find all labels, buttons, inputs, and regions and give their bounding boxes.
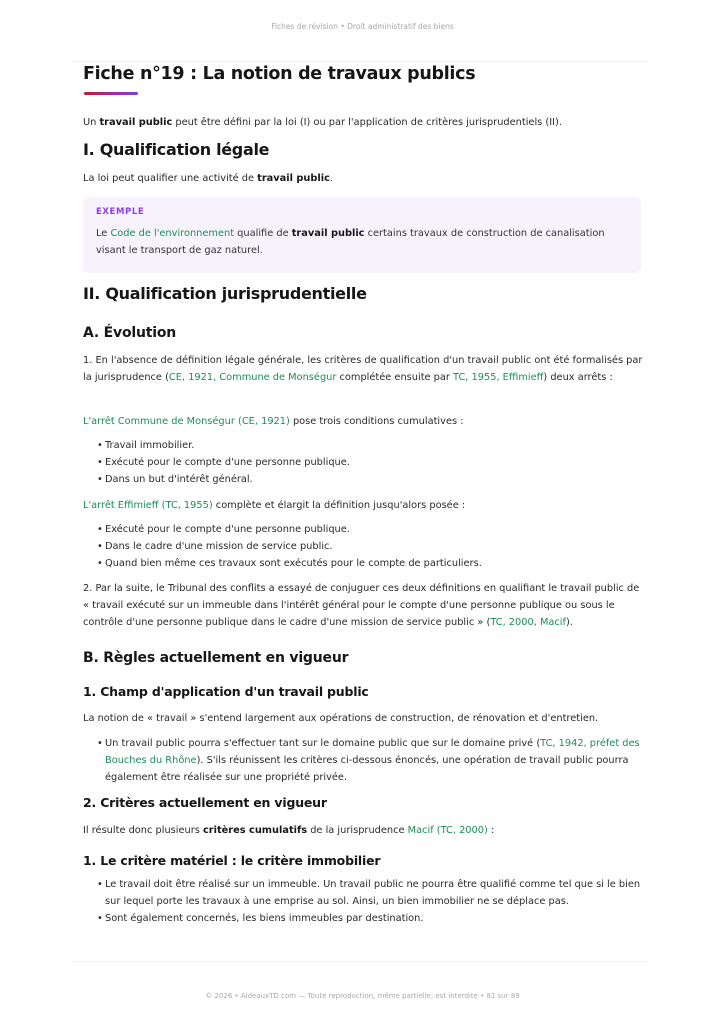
evolution-paragraph-2 <box>83 580 643 631</box>
champ-application-paragraph: La notion de « travail » s'entend largement aux opérations de construction, de rénovation et d'entretien. <box>83 713 599 724</box>
section1-text: La loi peut qualifier une activité de <box>83 173 258 184</box>
footer-divider <box>73 961 647 962</box>
tc-1942-link[interactable]: TC, 1942, préfet des Bouches du Rhône <box>105 738 640 766</box>
paragraph-fragment: 1. En l'absence de définition légale générale, les critères de qualification d'un travail public ont été formalisés par la jurisprudence ( <box>83 355 643 383</box>
tc-2000-link[interactable]: TC, 2000, Macif <box>490 617 566 628</box>
monsegur-link[interactable]: L'arrêt Commune de Monségur (CE, 1921) <box>83 416 290 427</box>
effimieff-link[interactable]: L'arrêt Effimieff (TC, 1955) <box>83 500 213 511</box>
example-fragment: qualifie de <box>234 228 292 239</box>
criteres-bold: critères cumulatifs <box>202 825 308 836</box>
list-item: • Quand bien même ces travaux sont exécutés pour le compte de particuliers. <box>97 558 482 569</box>
macif-link[interactable]: Macif (TC, 2000) <box>407 825 488 836</box>
tc-1955-link[interactable]: TC, 1955, Effimieff <box>453 372 544 383</box>
list-item: • Sont également concernés, les biens immeubles par destination. <box>97 913 424 924</box>
paragraph-fragment: ). <box>565 617 573 628</box>
example-fragment: certains travaux de construction de canalisation visant le transport de gaz naturel. <box>96 228 605 256</box>
intro-paragraph <box>83 114 643 131</box>
list-item: • Un travail public pourra s'effectuer tant sur le domaine public que sur le domaine privé (TC, 1942, préfet des Bouches du Rhône). S'ils réunissent les critères ci-dessous énoncés, une opération de travail public pourra également être réalisée sur une propriété privée. <box>97 738 640 783</box>
section1-bold: travail public <box>257 173 330 184</box>
example-label: EXEMPLE <box>96 207 145 217</box>
effimieff-conditions-list <box>83 521 643 572</box>
list-item: • Dans un but d'intérêt général. <box>97 474 253 485</box>
section-heading-2: II. Qualification jurisprudentielle <box>83 284 367 303</box>
paragraph-fragment: complétée ensuite par <box>336 372 454 383</box>
section-heading-1: I. Qualification légale <box>83 140 270 159</box>
paragraph-fragment: 2. Par la suite, le Tribunal des conflits a essayé de conjuguer ces deux définitions en qualifiant le travail public de « travail exécuté sur un immeuble dans l'intérêt général pour le compte d'une personne publique ou sous le contrôle d'une personne publique dans le cadre d'une mission de service public » ( <box>83 583 640 628</box>
page-footer: © 2026 • AideauxTD.com — Toute reproduction, même partielle, est interdite • 81 sur 89 <box>205 992 520 1000</box>
paragraph-fragment: complète et élargit la définition jusqu'alors posée : <box>212 500 466 511</box>
monsegur-conditions-list <box>83 437 643 488</box>
criteres-paragraph <box>83 822 643 839</box>
intro-text: Un <box>83 117 100 128</box>
subsection-heading-a: A. Évolution <box>83 325 177 341</box>
example-text <box>96 225 631 259</box>
critere-materiel-list <box>83 876 643 927</box>
intro-text: peut être défini par la loi (I) ou par l'application de critères jurisprudentiels (II). <box>172 117 562 128</box>
effimieff-paragraph <box>83 497 643 514</box>
heading-champ-application: 1. Champ d'application d'un travail public <box>83 684 369 699</box>
section1-text: . <box>329 173 334 184</box>
list-item: • Travail immobilier. <box>97 440 195 451</box>
example-fragment: Le <box>96 228 111 239</box>
paragraph-fragment: Il résulte donc plusieurs <box>83 825 203 836</box>
running-header: Fiches de révision • Droit administratif des biens <box>271 22 454 31</box>
header-divider <box>73 61 647 62</box>
paragraph-fragment: ) deux arrêts : <box>543 372 613 383</box>
evolution-paragraph-1 <box>83 352 643 386</box>
section1-paragraph <box>83 170 643 187</box>
paragraph-fragment: de la jurisprudence <box>307 825 408 836</box>
ce-1921-link[interactable]: CE, 1921, Commune de Monségur <box>168 372 337 383</box>
list-item: • Dans le cadre d'une mission de service public. <box>97 541 333 552</box>
list-item: • Le travail doit être réalisé sur un immeuble. Un travail public ne pourra être qualifié comme tel que si le bien sur lequel porte les travaux à une emprise au sol. Ainsi, un bien immobilier ne se déplace pas. <box>97 879 641 907</box>
heading-criteres: 2. Critères actuellement en vigueur <box>83 795 327 810</box>
list-item: • Exécuté pour le compte d'une personne publique. <box>97 524 350 535</box>
subsection-heading-b: B. Règles actuellement en vigueur <box>83 650 349 666</box>
monsegur-paragraph <box>83 413 643 430</box>
page-title: Fiche n°19 : La notion de travaux publics <box>83 64 476 84</box>
list-item: • Exécuté pour le compte d'une personne publique. <box>97 457 350 468</box>
code-environnement-link[interactable]: Code de l'environnement <box>110 228 235 239</box>
example-box <box>83 197 641 273</box>
intro-bold: travail public <box>99 117 173 128</box>
title-underline <box>84 92 138 95</box>
heading-critere-materiel: 1. Le critère matériel : le critère immobilier <box>83 853 381 868</box>
example-bold: travail public <box>291 228 365 239</box>
paragraph-fragment: : <box>487 825 495 836</box>
paragraph-fragment: pose trois conditions cumulatives : <box>289 416 464 427</box>
champ-application-list <box>83 735 643 786</box>
